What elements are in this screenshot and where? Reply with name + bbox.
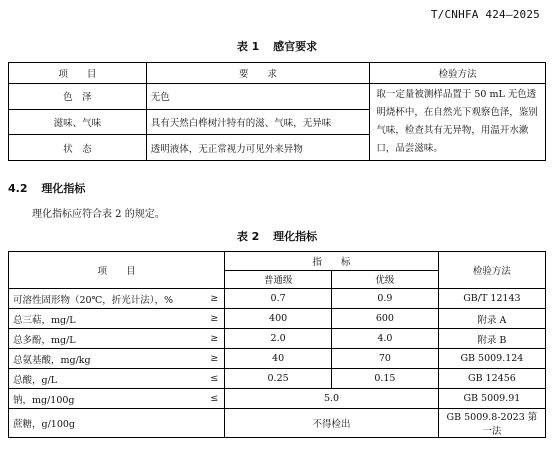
table2-item: 钠，mg/100g: [9, 389, 197, 409]
table1-item: 滋味、气味: [9, 109, 147, 135]
table2-method: 附录 B: [438, 329, 545, 349]
physicochemical-table: [8, 251, 546, 438]
table2-method: GB/T 12143: [438, 289, 545, 309]
table2-ordinary: 400: [225, 309, 332, 329]
table1-requirement: 无色: [146, 84, 370, 110]
table2-ordinary: 40: [225, 349, 332, 369]
table-row: [9, 289, 546, 309]
table1-header-requirement: 要 求: [146, 63, 370, 84]
table2-header-item: 项 目: [9, 252, 225, 289]
standard-number: T/CNHFA 424—2025: [430, 8, 540, 21]
body-paragraph: 理化指标应符合表 2 的规定。: [32, 209, 165, 220]
table2-item: 可溶性固形物（20℃，折光计法），%: [9, 289, 197, 309]
table2-operator: ≥: [196, 289, 224, 309]
table2-method: GB 5009.124: [438, 349, 545, 369]
section-number: 4.2: [8, 182, 28, 195]
sensory-requirements-table: [8, 62, 546, 161]
table-row: [9, 329, 546, 349]
table2-ordinary: 0.25: [225, 369, 332, 389]
section-heading: [8, 180, 85, 196]
table1-requirement: 透明液体，无正常视力可见外来异物: [146, 135, 370, 161]
table1-caption-title: 感官要求: [273, 40, 318, 53]
table1-header-item: 项 目: [9, 63, 147, 84]
table2-merged-value: 5.0: [225, 389, 439, 409]
table2-operator: ≥: [196, 329, 224, 349]
table2-premium: 70: [332, 349, 439, 369]
table1-header-method: 检验方法: [370, 63, 546, 84]
table2-item: 总三萜，mg/L: [9, 309, 197, 329]
table1-header-row: [9, 63, 546, 84]
table-row: [9, 349, 546, 369]
table2-method: 附录 A: [438, 309, 545, 329]
table1-item: 状 态: [9, 135, 147, 161]
table1-item: 色 泽: [9, 84, 147, 110]
table1-requirement: 具有天然白桦树汁特有的滋、气味，无异味: [146, 109, 370, 135]
table2-premium: 0.15: [332, 369, 439, 389]
table2-method: GB 5009.8-2023 第一法: [438, 409, 545, 438]
table2-caption-title: 理化指标: [273, 230, 318, 243]
table2-header-method: 检验方法: [438, 252, 545, 289]
table2-operator: ≤: [196, 369, 224, 389]
table2-operator: ≥: [196, 349, 224, 369]
table2-method: GB 12456: [438, 369, 545, 389]
table2-ordinary: 0.7: [225, 289, 332, 309]
table-row: [9, 409, 546, 438]
table2-operator: [196, 409, 224, 438]
table2-item: 总酸，g/L: [9, 369, 197, 389]
table2-operator: ≤: [196, 389, 224, 409]
table-row: [9, 389, 546, 409]
table2-caption: [0, 228, 554, 244]
table2-item: 总多酚，mg/L: [9, 329, 197, 349]
table2-header-ordinary: 普通级: [225, 270, 332, 289]
section-title: 理化指标: [41, 182, 86, 195]
table-row: [9, 84, 546, 110]
table2-premium: 600: [332, 309, 439, 329]
table2-ordinary: 2.0: [225, 329, 332, 349]
table-row: [9, 309, 546, 329]
table2-item: 总氨基酸，mg/kg: [9, 349, 197, 369]
table2-merged-value: 不得检出: [225, 409, 439, 438]
table2-method: GB 5009.91: [438, 389, 545, 409]
table1-caption: [0, 38, 554, 54]
table2-header-row: [9, 252, 546, 271]
table2-caption-number: 表 2: [236, 230, 260, 243]
table2-premium: 4.0: [332, 329, 439, 349]
table2-header-premium: 优级: [332, 270, 439, 289]
table2-item: 蔗糖，g/100g: [9, 409, 197, 438]
table-row: [9, 369, 546, 389]
table2-premium: 0.9: [332, 289, 439, 309]
table1-method-cell: 取一定量被测样品置于 50 mL 无色透明烧杯中，在自然光下观察色泽，鉴别气味，检查其有无异物，用温开水漱口，品尝滋味。: [370, 84, 546, 161]
table2-operator: ≥: [196, 309, 224, 329]
table2-header-index: 指 标: [225, 252, 439, 271]
table1-caption-number: 表 1: [236, 40, 260, 53]
